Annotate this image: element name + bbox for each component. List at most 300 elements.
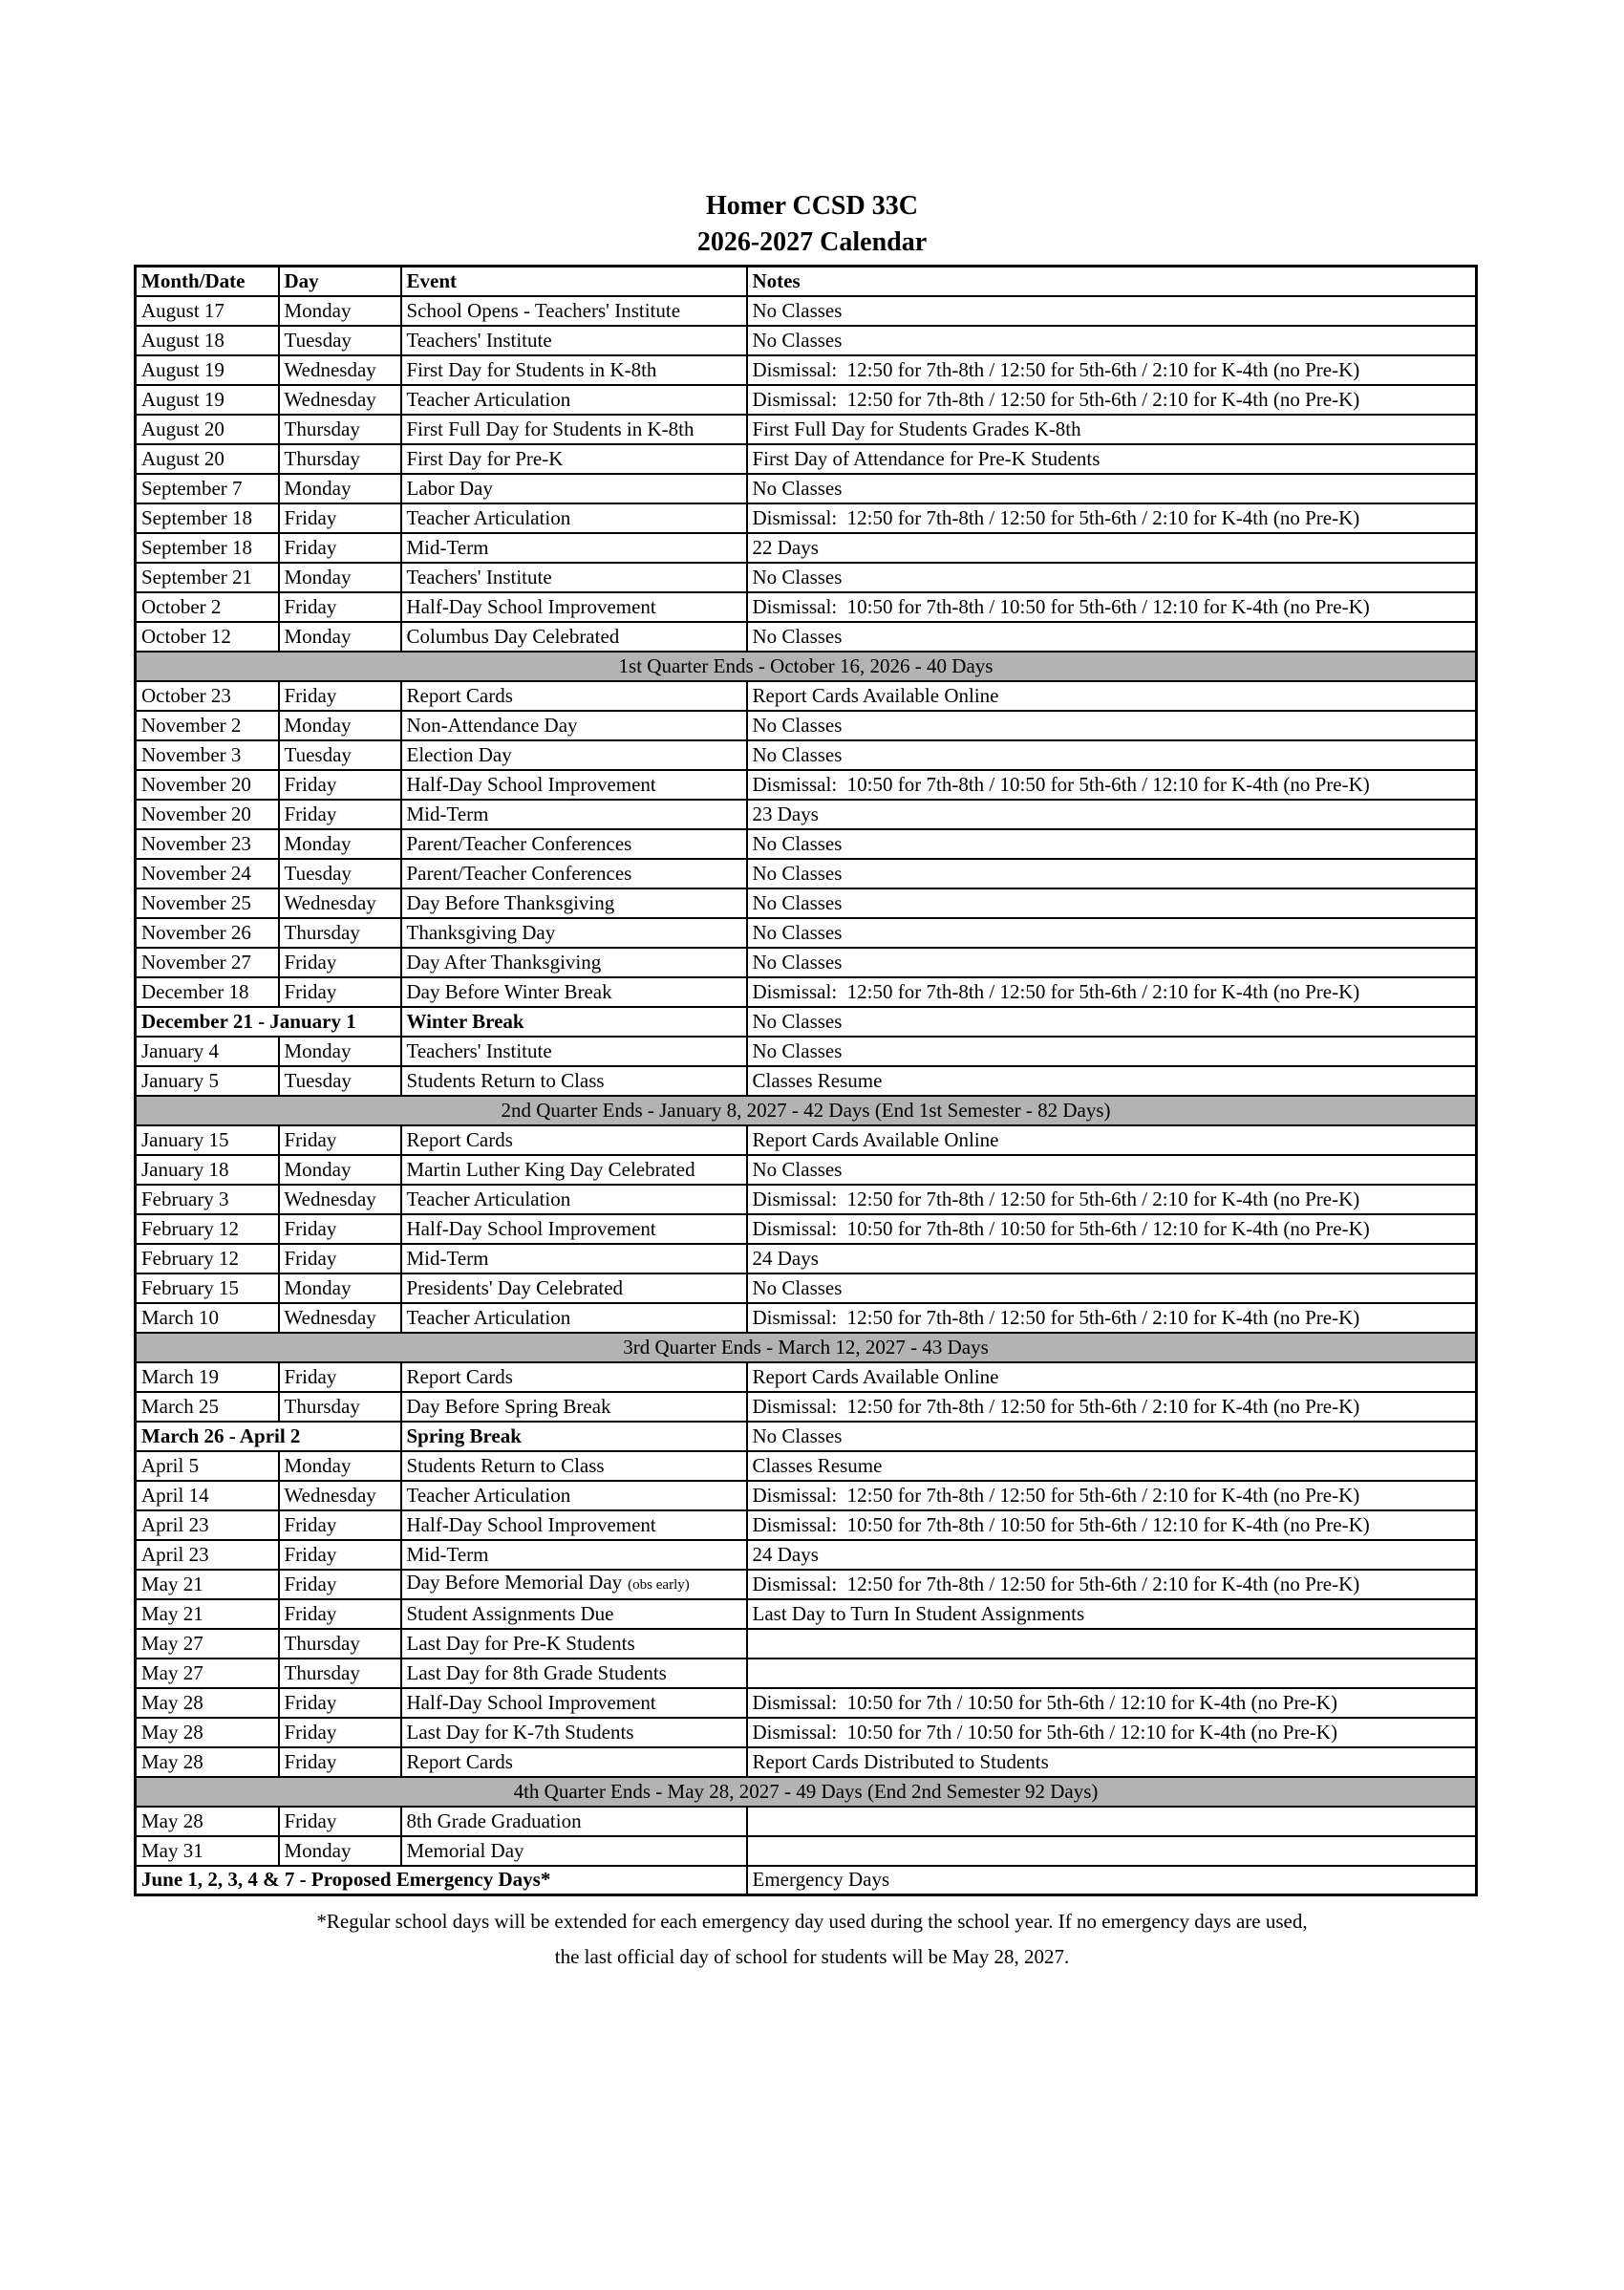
event-day: Friday (279, 1718, 401, 1747)
event-name-text: Martin Luther King Day Celebrated (406, 1157, 695, 1181)
event-day: Friday (279, 681, 401, 711)
event-notes: No Classes (747, 474, 1477, 503)
event-name (401, 1540, 747, 1570)
event-date: March 10 (136, 1303, 279, 1333)
event-date: November 20 (136, 770, 279, 800)
event-name-text: Thanksgiving Day (406, 920, 556, 944)
event-notes (747, 1629, 1477, 1659)
event-date: October 12 (136, 622, 279, 652)
event-date: May 28 (136, 1747, 279, 1777)
event-date: November 27 (136, 948, 279, 977)
calendar-row (136, 1066, 1477, 1096)
event-notes: Dismissal: 10:50 for 7th-8th / 10:50 for 5th-6th / 12:10 for K-4th (no Pre-K) (747, 592, 1477, 622)
event-name-text: School Opens - Teachers' Institute (406, 298, 681, 322)
event-name-text: Last Day for Pre-K Students (406, 1631, 635, 1655)
page-title: Homer CCSD 33C (706, 191, 918, 221)
event-name (401, 1214, 747, 1244)
event-name-text: Columbus Day Celebrated (406, 624, 620, 648)
event-notes: No Classes (747, 622, 1477, 652)
column-header-month-date: Month/Date (136, 267, 279, 296)
calendar-row-emergency-days (136, 1866, 1477, 1895)
event-notes: No Classes (747, 1037, 1477, 1066)
calendar-row (136, 1273, 1477, 1303)
event-notes: Dismissal: 10:50 for 7th / 10:50 for 5th-6th / 12:10 for K-4th (no Pre-K) (747, 1688, 1477, 1718)
event-name (401, 977, 747, 1007)
calendar-row (136, 1807, 1477, 1836)
event-day: Friday (279, 1214, 401, 1244)
event-name (401, 1185, 747, 1214)
event-date: November 25 (136, 888, 279, 918)
event-date: August 20 (136, 415, 279, 444)
event-notes: No Classes (747, 918, 1477, 948)
calendar-row (136, 1629, 1477, 1659)
calendar-row (136, 474, 1477, 503)
event-notes: No Classes (747, 563, 1477, 592)
event-name-text: Last Day for K-7th Students (406, 1720, 634, 1744)
event-name (401, 444, 747, 474)
event-notes: Report Cards Available Online (747, 1362, 1477, 1392)
event-name (401, 800, 747, 829)
event-day: Thursday (279, 444, 401, 474)
event-name (401, 1481, 747, 1510)
event-day: Wednesday (279, 355, 401, 385)
event-name (401, 1599, 747, 1629)
event-name (401, 829, 747, 859)
event-name (401, 918, 747, 948)
quarter-separator-label: 3rd Quarter Ends - March 12, 2027 - 43 Days (136, 1333, 1477, 1362)
event-date: February 12 (136, 1214, 279, 1244)
event-notes: First Full Day for Students Grades K-8th (747, 415, 1477, 444)
event-day: Wednesday (279, 888, 401, 918)
page-subtitle: 2026-2027 Calendar (696, 227, 928, 257)
event-day: Friday (279, 1599, 401, 1629)
event-day: Tuesday (279, 1066, 401, 1096)
event-name (401, 503, 747, 533)
event-date: May 31 (136, 1836, 279, 1866)
event-notes: Dismissal: 10:50 for 7th / 10:50 for 5th-6th / 12:10 for K-4th (no Pre-K) (747, 1718, 1477, 1747)
calendar-row (136, 1510, 1477, 1540)
event-date: May 28 (136, 1718, 279, 1747)
event-notes: No Classes (747, 740, 1477, 770)
calendar-row-break (136, 1422, 1477, 1451)
calendar-row (136, 1599, 1477, 1629)
event-name (401, 859, 747, 888)
event-notes: 22 Days (747, 533, 1477, 563)
event-date: August 20 (136, 444, 279, 474)
event-notes: 23 Days (747, 800, 1477, 829)
event-name (401, 1392, 747, 1422)
event-name (401, 1244, 747, 1273)
event-notes: 24 Days (747, 1540, 1477, 1570)
event-name-text: Half-Day School Improvement (406, 1216, 656, 1240)
event-notes: Classes Resume (747, 1451, 1477, 1481)
event-notes: Report Cards Available Online (747, 681, 1477, 711)
event-day: Thursday (279, 1392, 401, 1422)
event-date: November 20 (136, 800, 279, 829)
calendar-row (136, 1481, 1477, 1510)
event-notes: Dismissal: 10:50 for 7th-8th / 10:50 for 5th-6th / 12:10 for K-4th (no Pre-K) (747, 770, 1477, 800)
event-name-text: Teachers' Institute (406, 1038, 552, 1062)
event-date: December 18 (136, 977, 279, 1007)
event-day: Wednesday (279, 385, 401, 415)
event-name-text: Last Day for 8th Grade Students (406, 1660, 667, 1684)
event-date: September 7 (136, 474, 279, 503)
event-date: September 21 (136, 563, 279, 592)
event-name (401, 355, 747, 385)
event-date: February 15 (136, 1273, 279, 1303)
calendar-row (136, 1155, 1477, 1185)
event-notes: Dismissal: 12:50 for 7th-8th / 12:50 for 5th-6th / 2:10 for K-4th (no Pre-K) (747, 977, 1477, 1007)
event-name (401, 592, 747, 622)
quarter-separator-row (136, 1777, 1477, 1807)
event-day: Thursday (279, 1629, 401, 1659)
calendar-row (136, 1362, 1477, 1392)
event-notes: No Classes (747, 1273, 1477, 1303)
calendar-row (136, 770, 1477, 800)
event-notes: No Classes (747, 888, 1477, 918)
calendar-row (136, 533, 1477, 563)
event-day: Monday (279, 563, 401, 592)
event-name (401, 1688, 747, 1718)
calendar-row (136, 1659, 1477, 1688)
event-name-text: Report Cards (406, 1127, 513, 1151)
event-day: Friday (279, 1362, 401, 1392)
event-name-text: Memorial Day (406, 1838, 524, 1862)
event-name (401, 770, 747, 800)
event-day: Friday (279, 977, 401, 1007)
event-date: May 28 (136, 1688, 279, 1718)
event-name-text: Half-Day School Improvement (406, 772, 656, 796)
event-name-text: Teachers' Institute (406, 565, 552, 589)
calendar-table-body (136, 296, 1477, 1895)
event-day: Friday (279, 800, 401, 829)
document-header (0, 188, 1624, 261)
event-name-text: First Day for Pre-K (406, 446, 564, 470)
event-day: Friday (279, 1540, 401, 1570)
event-notes: No Classes (747, 859, 1477, 888)
event-day: Friday (279, 1570, 401, 1599)
calendar-row (136, 355, 1477, 385)
event-name (401, 296, 747, 326)
event-notes: Dismissal: 12:50 for 7th-8th / 12:50 for 5th-6th / 2:10 for K-4th (no Pre-K) (747, 1185, 1477, 1214)
event-name-text: Students Return to Class (406, 1453, 605, 1477)
event-name-text: Day After Thanksgiving (406, 950, 602, 974)
event-name (401, 1037, 747, 1066)
event-name: Winter Break (401, 1007, 747, 1037)
event-name (401, 1629, 747, 1659)
calendar-row (136, 503, 1477, 533)
event-name-text: First Full Day for Students in K-8th (406, 417, 694, 440)
event-date: April 23 (136, 1540, 279, 1570)
calendar-row (136, 681, 1477, 711)
calendar-row (136, 1836, 1477, 1866)
event-name (401, 1362, 747, 1392)
event-day: Friday (279, 1688, 401, 1718)
event-day: Friday (279, 1510, 401, 1540)
event-day: Friday (279, 1244, 401, 1273)
event-name-text: Students Return to Class (406, 1068, 605, 1092)
calendar-row (136, 1540, 1477, 1570)
school-calendar-table (134, 265, 1478, 1896)
event-day: Friday (279, 592, 401, 622)
event-day: Tuesday (279, 326, 401, 355)
calendar-row (136, 888, 1477, 918)
event-name (401, 1125, 747, 1155)
event-date: August 19 (136, 385, 279, 415)
event-notes: Emergency Days (747, 1866, 1477, 1895)
event-notes: No Classes (747, 829, 1477, 859)
event-day: Monday (279, 474, 401, 503)
event-date: March 19 (136, 1362, 279, 1392)
event-day: Friday (279, 770, 401, 800)
event-name (401, 474, 747, 503)
event-name-text: Half-Day School Improvement (406, 1690, 656, 1714)
event-day: Monday (279, 1451, 401, 1481)
event-date: April 23 (136, 1510, 279, 1540)
event-day: Thursday (279, 918, 401, 948)
event-name (401, 1303, 747, 1333)
event-day: Friday (279, 1125, 401, 1155)
event-notes: Last Day to Turn In Student Assignments (747, 1599, 1477, 1629)
event-day: Friday (279, 948, 401, 977)
event-name-text: Day Before Thanksgiving (406, 890, 615, 914)
quarter-separator-label: 2nd Quarter Ends - January 8, 2027 - 42 Days (End 1st Semester - 82 Days) (136, 1096, 1477, 1125)
event-day: Monday (279, 829, 401, 859)
quarter-separator-row (136, 1333, 1477, 1362)
event-date: November 2 (136, 711, 279, 740)
footnote (0, 1904, 1624, 1975)
calendar-row (136, 326, 1477, 355)
calendar-row (136, 1570, 1477, 1599)
event-date: February 12 (136, 1244, 279, 1273)
event-name (401, 711, 747, 740)
column-header-event: Event (401, 267, 747, 296)
calendar-row (136, 859, 1477, 888)
event-notes (747, 1659, 1477, 1688)
event-name (401, 1066, 747, 1096)
event-name (401, 1836, 747, 1866)
event-name-text: Parent/Teacher Conferences (406, 831, 632, 855)
event-name-text: Teacher Articulation (406, 505, 571, 529)
event-day: Monday (279, 1037, 401, 1066)
event-day: Monday (279, 622, 401, 652)
calendar-row (136, 444, 1477, 474)
calendar-row (136, 948, 1477, 977)
event-name-text: Teacher Articulation (406, 1187, 571, 1210)
event-notes: Dismissal: 12:50 for 7th-8th / 12:50 for 5th-6th / 2:10 for K-4th (no Pre-K) (747, 1481, 1477, 1510)
event-name (401, 563, 747, 592)
event-day: Wednesday (279, 1481, 401, 1510)
event-name (401, 740, 747, 770)
event-date: May 27 (136, 1629, 279, 1659)
event-date: May 28 (136, 1807, 279, 1836)
event-date: November 23 (136, 829, 279, 859)
event-name-text: Teachers' Institute (406, 328, 552, 352)
event-name (401, 888, 747, 918)
event-day: Monday (279, 1155, 401, 1185)
event-notes: Dismissal: 12:50 for 7th-8th / 12:50 for 5th-6th / 2:10 for K-4th (no Pre-K) (747, 1570, 1477, 1599)
calendar-row (136, 415, 1477, 444)
event-notes: No Classes (747, 1155, 1477, 1185)
table-header-row (136, 267, 1477, 296)
calendar-row (136, 1125, 1477, 1155)
footnote-line-2: the last official day of school for students will be May 28, 2027. (554, 1945, 1070, 1968)
event-date: May 21 (136, 1570, 279, 1599)
event-date: August 18 (136, 326, 279, 355)
event-date: January 18 (136, 1155, 279, 1185)
event-date: May 21 (136, 1599, 279, 1629)
event-name (401, 385, 747, 415)
event-name (401, 681, 747, 711)
event-notes: Dismissal: 10:50 for 7th-8th / 10:50 for 5th-6th / 12:10 for K-4th (no Pre-K) (747, 1214, 1477, 1244)
event-day: Friday (279, 503, 401, 533)
event-date: November 3 (136, 740, 279, 770)
event-name-text: Mid-Term (406, 1542, 489, 1566)
event-name: Spring Break (401, 1422, 747, 1451)
calendar-row (136, 1747, 1477, 1777)
event-name (401, 1510, 747, 1540)
event-day: Monday (279, 711, 401, 740)
event-day: Thursday (279, 1659, 401, 1688)
event-name (401, 1273, 747, 1303)
event-date-span: June 1, 2, 3, 4 & 7 - Proposed Emergency Days* (136, 1866, 747, 1895)
calendar-row (136, 622, 1477, 652)
calendar-row (136, 1214, 1477, 1244)
event-date: April 5 (136, 1451, 279, 1481)
event-notes: Report Cards Available Online (747, 1125, 1477, 1155)
event-notes: No Classes (747, 948, 1477, 977)
event-notes: 24 Days (747, 1244, 1477, 1273)
event-name (401, 533, 747, 563)
event-name-text: First Day for Students in K-8th (406, 357, 657, 381)
event-date: February 3 (136, 1185, 279, 1214)
event-date: September 18 (136, 533, 279, 563)
column-header-day: Day (279, 267, 401, 296)
event-notes: Dismissal: 12:50 for 7th-8th / 12:50 for 5th-6th / 2:10 for K-4th (no Pre-K) (747, 1392, 1477, 1422)
event-name-text: Day Before Winter Break (406, 979, 612, 1003)
quarter-separator-row (136, 1096, 1477, 1125)
calendar-row-break (136, 1007, 1477, 1037)
calendar-row (136, 740, 1477, 770)
event-name-text: Report Cards (406, 683, 513, 707)
calendar-row (136, 800, 1477, 829)
event-name-text: Election Day (406, 742, 512, 766)
event-name-text: Report Cards (406, 1749, 513, 1773)
calendar-row (136, 1718, 1477, 1747)
event-day: Tuesday (279, 740, 401, 770)
event-date: November 24 (136, 859, 279, 888)
event-name-text: Half-Day School Improvement (406, 1512, 656, 1536)
event-date: January 5 (136, 1066, 279, 1096)
event-notes (747, 1836, 1477, 1866)
calendar-row (136, 1244, 1477, 1273)
event-name-text: Teacher Articulation (406, 1305, 571, 1329)
event-name-text: Student Assignments Due (406, 1601, 614, 1625)
event-date: January 4 (136, 1037, 279, 1066)
event-day: Friday (279, 533, 401, 563)
event-name-text: Teacher Articulation (406, 1483, 571, 1507)
event-day: Monday (279, 1273, 401, 1303)
event-name (401, 1747, 747, 1777)
event-date: October 2 (136, 592, 279, 622)
event-name (401, 1659, 747, 1688)
footnote-line-1: *Regular school days will be extended for each emergency day used during the school year. If no emergency days are used, (316, 1910, 1308, 1933)
calendar-row (136, 1451, 1477, 1481)
event-date: May 27 (136, 1659, 279, 1688)
quarter-separator-row (136, 652, 1477, 681)
event-notes: No Classes (747, 711, 1477, 740)
event-name-note: (obs early) (628, 1577, 690, 1593)
event-name-text: Mid-Term (406, 1246, 489, 1270)
event-name-text: Parent/Teacher Conferences (406, 861, 632, 885)
event-notes: No Classes (747, 296, 1477, 326)
calendar-row (136, 1392, 1477, 1422)
event-name (401, 1807, 747, 1836)
event-name (401, 948, 747, 977)
event-name-text: 8th Grade Graduation (406, 1808, 582, 1832)
event-notes: No Classes (747, 1422, 1477, 1451)
event-notes: Classes Resume (747, 1066, 1477, 1096)
quarter-separator-label: 4th Quarter Ends - May 28, 2027 - 49 Days (End 2nd Semester 92 Days) (136, 1777, 1477, 1807)
event-name (401, 622, 747, 652)
event-name-text: Report Cards (406, 1364, 513, 1388)
calendar-row (136, 711, 1477, 740)
event-date-range: December 21 - January 1 (136, 1007, 401, 1037)
event-notes (747, 1807, 1477, 1836)
event-name (401, 1451, 747, 1481)
calendar-row (136, 1185, 1477, 1214)
event-day: Friday (279, 1807, 401, 1836)
calendar-row (136, 563, 1477, 592)
event-name-text: Teacher Articulation (406, 387, 571, 411)
event-day: Thursday (279, 415, 401, 444)
event-date: January 15 (136, 1125, 279, 1155)
event-name-text: Presidents' Day Celebrated (406, 1275, 624, 1299)
calendar-row (136, 918, 1477, 948)
event-notes: Dismissal: 12:50 for 7th-8th / 12:50 for 5th-6th / 2:10 for K-4th (no Pre-K) (747, 503, 1477, 533)
event-notes: No Classes (747, 326, 1477, 355)
event-name (401, 1155, 747, 1185)
event-day: Wednesday (279, 1185, 401, 1214)
event-name-text: Day Before Spring Break (406, 1394, 611, 1418)
event-notes: First Day of Attendance for Pre-K Students (747, 444, 1477, 474)
event-name-text: Day Before Memorial Day (406, 1571, 623, 1594)
column-header-notes: Notes (747, 267, 1477, 296)
calendar-row (136, 296, 1477, 326)
event-notes: Report Cards Distributed to Students (747, 1747, 1477, 1777)
event-notes: No Classes (747, 1007, 1477, 1037)
event-name-text: Half-Day School Improvement (406, 594, 656, 618)
calendar-row (136, 1037, 1477, 1066)
event-name-text: Labor Day (406, 476, 493, 500)
calendar-row (136, 1303, 1477, 1333)
event-date-range: March 26 - April 2 (136, 1422, 401, 1451)
quarter-separator-label: 1st Quarter Ends - October 16, 2026 - 40 Days (136, 652, 1477, 681)
event-name (401, 1570, 747, 1599)
event-date: August 19 (136, 355, 279, 385)
event-day: Monday (279, 296, 401, 326)
event-day: Friday (279, 1747, 401, 1777)
event-date: November 26 (136, 918, 279, 948)
event-notes: Dismissal: 12:50 for 7th-8th / 12:50 for 5th-6th / 2:10 for K-4th (no Pre-K) (747, 355, 1477, 385)
event-notes: Dismissal: 10:50 for 7th-8th / 10:50 for 5th-6th / 12:10 for K-4th (no Pre-K) (747, 1510, 1477, 1540)
event-day: Monday (279, 1836, 401, 1866)
event-notes: Dismissal: 12:50 for 7th-8th / 12:50 for 5th-6th / 2:10 for K-4th (no Pre-K) (747, 385, 1477, 415)
event-name (401, 415, 747, 444)
event-name (401, 1718, 747, 1747)
calendar-row (136, 829, 1477, 859)
event-name-text: Mid-Term (406, 802, 489, 825)
